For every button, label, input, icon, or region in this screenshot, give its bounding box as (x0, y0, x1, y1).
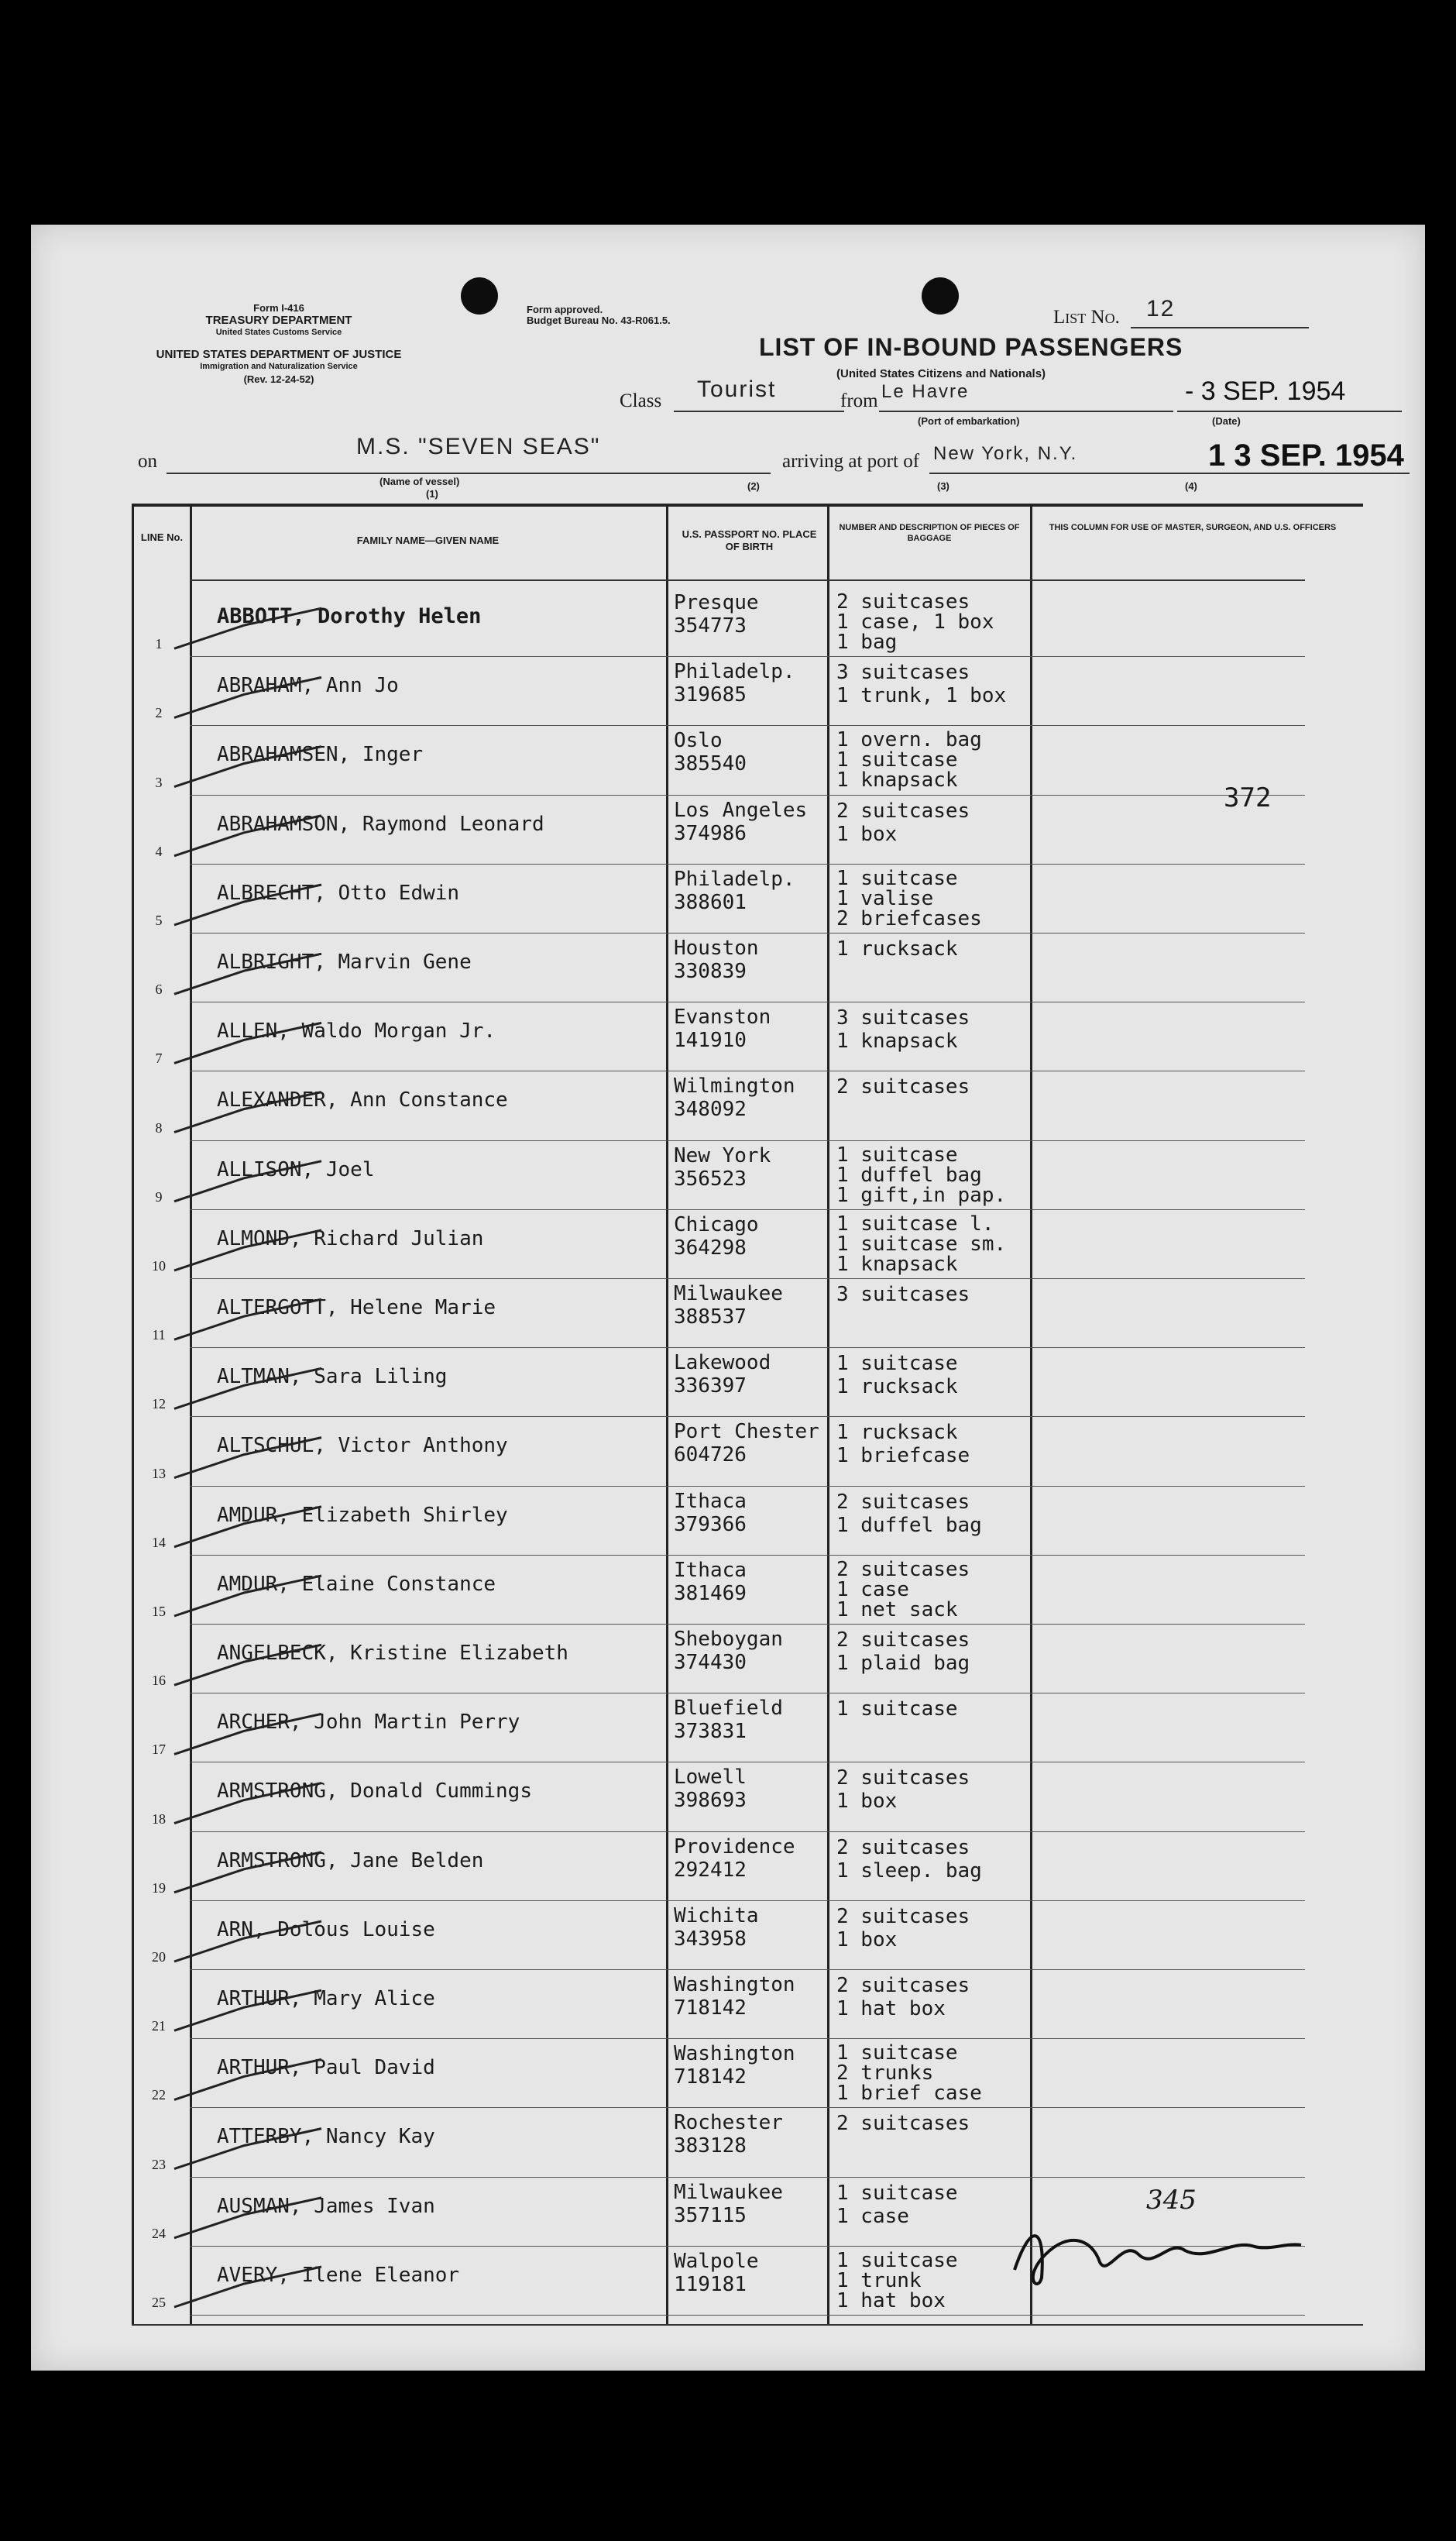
passenger-name: ALBRIGHT, Marvin Gene (217, 951, 472, 974)
class-label: Class (620, 390, 662, 411)
line-number: 24 (152, 2225, 166, 2241)
baggage-item: 1 trunk, 1 box (836, 684, 1007, 708)
list-title: LIST OF IN-BOUND PASSENGERS (759, 333, 1183, 361)
officer-annotation-372: 372 (1224, 782, 1272, 813)
place-of-birth: Port Chester (674, 1420, 819, 1444)
arriving-label: arriving at port of (782, 451, 920, 472)
check-mark (174, 1507, 321, 1547)
passenger-name: ALTERGOTT, Helene Marie (217, 1296, 496, 1319)
passport-number: 336397 (674, 1374, 747, 1398)
baggage-item: 2 suitcases (836, 1766, 970, 1790)
baggage-item: 1 suitcase (836, 1697, 958, 1721)
passenger-name: ALTSCHUL, Victor Anthony (217, 1434, 508, 1458)
check-marks (31, 225, 1425, 2371)
baggage-item: 1 box (836, 1790, 898, 1814)
baggage-item: 1 case (836, 1577, 909, 1601)
check-mark (174, 1990, 321, 2030)
line-number: 13 (152, 1465, 166, 1481)
baggage-item: 1 gift,in pap. (836, 1183, 1007, 1207)
passport-number: 292412 (674, 1858, 747, 1882)
baggage-item: 1 rucksack (836, 1421, 958, 1445)
check-mark (174, 2198, 321, 2238)
place-of-birth: Milwaukee (674, 1282, 783, 1305)
baggage-item: 2 suitcases (836, 1835, 970, 1859)
baggage-item: 1 valise (836, 886, 934, 910)
vessel-caption: (Name of vessel) (379, 476, 460, 487)
check-mark (174, 677, 321, 717)
place-of-birth: Oslo (674, 729, 723, 753)
passenger-list-document (31, 225, 1425, 2371)
check-mark (174, 1161, 321, 1202)
passport-number: 381469 (674, 1581, 747, 1605)
line-number: 6 (155, 982, 163, 998)
passenger-name: ARTHUR, Paul David (217, 2056, 435, 2080)
passenger-name: ARN, Dolous Louise (217, 1917, 435, 1941)
passenger-name: AMDUR, Elaine Constance (217, 1572, 496, 1596)
place-of-birth: Ithaca (674, 1489, 747, 1513)
caption-2: (2) (747, 480, 760, 492)
caption-1: (1) (426, 488, 438, 500)
passport-number: 319685 (674, 683, 747, 707)
check-mark (174, 1438, 321, 1478)
place-of-birth: Ithaca (674, 1558, 747, 1582)
check-mark (174, 1230, 321, 1270)
place-of-birth: Houston (674, 937, 759, 960)
revision-date: (Rev. 12-24-52) (243, 373, 314, 385)
baggage-item: 1 suitcase (836, 1352, 958, 1376)
baggage-item: 1 brief case (836, 2082, 982, 2106)
baggage-item: 1 suitcase (836, 2248, 958, 2272)
line-number: 19 (152, 1879, 166, 1896)
line-number: 2 (155, 705, 163, 721)
baggage-item: 1 suitcase (836, 2041, 958, 2065)
baggage-item: 1 plaid bag (836, 1652, 970, 1675)
check-mark (174, 1299, 321, 1339)
baggage-item: 1 duffel bag (836, 1163, 982, 1187)
check-mark (174, 2267, 321, 2307)
baggage-item: 1 rucksack (836, 937, 958, 961)
list-no-label: List No. (1053, 307, 1120, 328)
baggage-item: 1 suitcase (836, 866, 958, 890)
place-of-birth: Lowell (674, 1766, 747, 1790)
passport-number: 388601 (674, 890, 747, 914)
place-of-birth: Rochester (674, 2111, 783, 2135)
passport-number: 141910 (674, 1029, 747, 1053)
passenger-name: ARMSTRONG, Donald Cummings (217, 1779, 532, 1803)
check-mark (174, 1023, 321, 1063)
baggage-item: 1 knapsack (836, 768, 958, 793)
baggage-item: 2 suitcases (836, 2112, 970, 2136)
place-of-birth: Philadelp. (674, 867, 795, 891)
place-of-birth: Walpole (674, 2249, 759, 2273)
line-number: 10 (152, 1258, 166, 1274)
column-header-baggage: NUMBER AND DESCRIPTION OF PIECES OF BAGGAGE (839, 523, 1020, 543)
line-number: 1 (155, 636, 163, 652)
baggage-item: 3 suitcases (836, 661, 970, 685)
baggage-item: 1 briefcase (836, 1444, 970, 1468)
passenger-name: AUSMAN, James Ivan (217, 2194, 435, 2218)
passenger-name: ALTMAN, Sara Liling (217, 1365, 448, 1389)
passport-number: 385540 (674, 752, 747, 776)
passenger-name: ABRAHAMSEN, Inger (217, 743, 424, 767)
passenger-name: AVERY, Ilene Eleanor (217, 2263, 460, 2287)
baggage-item: 2 briefcases (836, 906, 982, 930)
check-mark (174, 1576, 321, 1616)
line-number: 23 (152, 2156, 166, 2172)
baggage-item: 1 duffel bag (836, 1513, 982, 1537)
form-number: Form I-416 (253, 302, 304, 314)
baggage-item: 2 suitcases (836, 1490, 970, 1514)
baggage-item: 1 case, 1 box (836, 610, 994, 634)
passport-number: 357115 (674, 2203, 747, 2227)
passport-number: 374430 (674, 1651, 747, 1674)
caption-4: (4) (1185, 480, 1197, 492)
baggage-item: 2 suitcases (836, 1974, 970, 1997)
baggage-item: 1 knapsack (836, 1252, 958, 1276)
passport-number: 718142 (674, 2065, 747, 2089)
baggage-item: 1 trunk (836, 2268, 922, 2292)
port-embarkation-caption: (Port of embarkation) (918, 415, 1020, 427)
treasury-department: TREASURY DEPARTMENT (205, 314, 352, 327)
line-number: 16 (152, 1673, 166, 1689)
passenger-name: ALBRECHT, Otto Edwin (217, 881, 460, 905)
baggage-item: 1 suitcase (836, 1143, 958, 1167)
baggage-item: 2 suitcases (836, 1075, 970, 1099)
baggage-item: 2 trunks (836, 2061, 934, 2085)
line-number: 17 (152, 1742, 166, 1758)
baggage-item: 1 box (836, 1927, 898, 1951)
baggage-item: 2 suitcases (836, 1904, 970, 1928)
place-of-birth: Presque (674, 591, 759, 614)
passenger-name: ARCHER, John Martin Perry (217, 1711, 520, 1735)
baggage-item: 1 overn. bag (836, 728, 982, 752)
departure-date-value: - 3 SEP. 1954 (1185, 377, 1346, 406)
customs-service: United States Customs Service (215, 328, 342, 337)
baggage-item: 1 net sack (836, 1597, 958, 1621)
line-number: 5 (155, 913, 163, 928)
check-mark (174, 954, 321, 994)
passenger-name: ALEXANDER, Ann Constance (217, 1088, 508, 1112)
baggage-item: 2 suitcases (836, 1557, 970, 1581)
baggage-item: 1 suitcase (836, 748, 958, 772)
place-of-birth: Bluefield (674, 1697, 783, 1721)
check-mark (174, 1921, 321, 1962)
passport-number: 388537 (674, 1305, 747, 1329)
baggage-item: 2 suitcases (836, 1628, 970, 1652)
place-of-birth: Washington (674, 1973, 795, 1996)
line-number: 14 (152, 1534, 166, 1550)
baggage-item: 1 bag (836, 631, 898, 654)
line-number: 20 (152, 1949, 166, 1965)
signature-number: 345 (1146, 2185, 1197, 2216)
baggage-item: 1 suitcase sm. (836, 1232, 1007, 1256)
line-number: 3 (155, 774, 163, 790)
baggage-item: 1 sleep. bag (836, 1858, 982, 1883)
place-of-birth: Washington (674, 2042, 795, 2066)
vessel-name-value: M.S. "SEVEN SEAS" (356, 434, 601, 459)
place-of-birth: Chicago (674, 1212, 759, 1236)
from-label: from (840, 390, 878, 411)
place-of-birth: Evanston (674, 1006, 771, 1030)
line-number: 4 (155, 843, 163, 859)
check-mark (174, 1092, 321, 1133)
passenger-name: AMDUR, Elizabeth Shirley (217, 1503, 508, 1527)
passenger-name: ARTHUR, Mary Alice (217, 1987, 435, 2010)
passenger-name: ABRAHAMSON, Raymond Leonard (217, 812, 544, 836)
place-of-birth: Philadelp. (674, 660, 795, 684)
passport-number: 398693 (674, 1789, 747, 1813)
passport-number: 373831 (674, 1720, 747, 1744)
passport-number: 343958 (674, 1927, 747, 1951)
passport-number: 383128 (674, 2134, 747, 2158)
arrival-port-value: New York, N.Y. (933, 443, 1078, 464)
line-number: 9 (155, 1188, 163, 1205)
place-of-birth: Providence (674, 1834, 795, 1858)
line-number: 21 (152, 2018, 166, 2034)
line-number: 15 (152, 1604, 166, 1619)
class-value: Tourist (697, 377, 777, 402)
list-no-value: 12 (1146, 296, 1176, 321)
check-mark (174, 2059, 321, 2099)
check-mark (174, 1783, 321, 1824)
line-number: 25 (152, 2295, 166, 2310)
baggage-item: 1 hat box (836, 2288, 946, 2312)
passenger-name: ATTERBY, Nancy Kay (217, 2125, 435, 2149)
place-of-birth: Sheboygan (674, 1628, 783, 1651)
place-of-birth: Milwaukee (674, 2180, 783, 2204)
passenger-name: ALMOND, Richard Julian (217, 1226, 484, 1250)
form-approved: Form approved. (527, 304, 603, 315)
line-number: 8 (155, 1119, 163, 1136)
passenger-name: ALLEN, Waldo Morgan Jr. (217, 1019, 496, 1044)
ins-service: Immigration and Naturalization Service (200, 362, 358, 371)
passport-number: 604726 (674, 1443, 747, 1467)
passport-number: 374986 (674, 821, 747, 845)
check-mark (174, 608, 321, 648)
check-mark (174, 1645, 321, 1685)
check-mark (174, 1368, 321, 1408)
check-mark (174, 1714, 321, 1754)
baggage-item: 1 knapsack (836, 1030, 958, 1054)
arrival-date-value: 1 3 SEP. 1954 (1208, 438, 1404, 473)
baggage-item: 1 box (836, 822, 898, 846)
passport-number: 330839 (674, 960, 747, 983)
check-mark (174, 816, 321, 856)
baggage-item: 1 suitcase (836, 2181, 958, 2205)
passport-number: 364298 (674, 1236, 747, 1260)
passenger-name: ALLISON, Joel (217, 1157, 375, 1181)
budget-bureau: Budget Bureau No. 43-R061.5. (527, 315, 671, 326)
place-of-birth: New York (674, 1143, 771, 1167)
port-of-embarkation-value: Le Havre (881, 381, 970, 402)
place-of-birth: Wichita (674, 1903, 759, 1927)
line-number: 11 (152, 1327, 166, 1343)
on-label: on (138, 451, 157, 472)
passport-number: 356523 (674, 1167, 747, 1191)
passport-number: 348092 (674, 1098, 747, 1122)
baggage-item: 1 rucksack (836, 1375, 958, 1399)
passport-number: 718142 (674, 1996, 747, 2020)
column-header-officers: THIS COLUMN FOR USE OF MASTER, SURGEON, AND U.S. OFFICERS (1049, 523, 1337, 532)
column-header-passport: U.S. PASSPORT NO. PLACE OF BIRTH (682, 528, 817, 552)
date-caption: (Date) (1212, 415, 1241, 427)
column-header-line: LINE No. (140, 531, 184, 543)
check-mark (174, 2129, 321, 2169)
passport-number: 119181 (674, 2272, 747, 2296)
line-number: 22 (152, 2087, 166, 2103)
baggage-item: 1 suitcase l. (836, 1212, 994, 1236)
passenger-name: ABBOTT, Dorothy Helen (217, 604, 482, 628)
place-of-birth: Lakewood (674, 1351, 771, 1375)
check-mark (174, 885, 321, 925)
baggage-item: 1 hat box (836, 1997, 946, 2020)
passport-number: 379366 (674, 1512, 747, 1536)
check-mark (174, 1852, 321, 1893)
column-header-name: FAMILY NAME—GIVEN NAME (356, 535, 500, 546)
passenger-name: ANGELBECK, Kristine Elizabeth (217, 1642, 568, 1665)
check-mark (174, 747, 321, 787)
place-of-birth: Wilmington (674, 1075, 795, 1099)
line-number: 18 (152, 1810, 166, 1827)
department-of-justice: UNITED STATES DEPARTMENT OF JUSTICE (156, 348, 402, 361)
baggage-item: 2 suitcases (836, 799, 970, 823)
place-of-birth: Los Angeles (674, 798, 808, 822)
caption-3: (3) (937, 480, 949, 492)
line-number: 12 (152, 1396, 166, 1412)
passport-number: 354773 (674, 614, 747, 638)
line-number: 7 (155, 1050, 163, 1067)
passenger-name: ARMSTRONG, Jane Belden (217, 1848, 484, 1872)
list-subtitle: (United States Citizens and Nationals) (836, 367, 1046, 380)
baggage-item: 3 suitcases (836, 1283, 970, 1306)
passenger-name: ABRAHAM, Ann Jo (217, 674, 399, 698)
baggage-item: 2 suitcases (836, 590, 970, 614)
baggage-item: 1 case (836, 2204, 909, 2228)
baggage-item: 3 suitcases (836, 1006, 970, 1030)
